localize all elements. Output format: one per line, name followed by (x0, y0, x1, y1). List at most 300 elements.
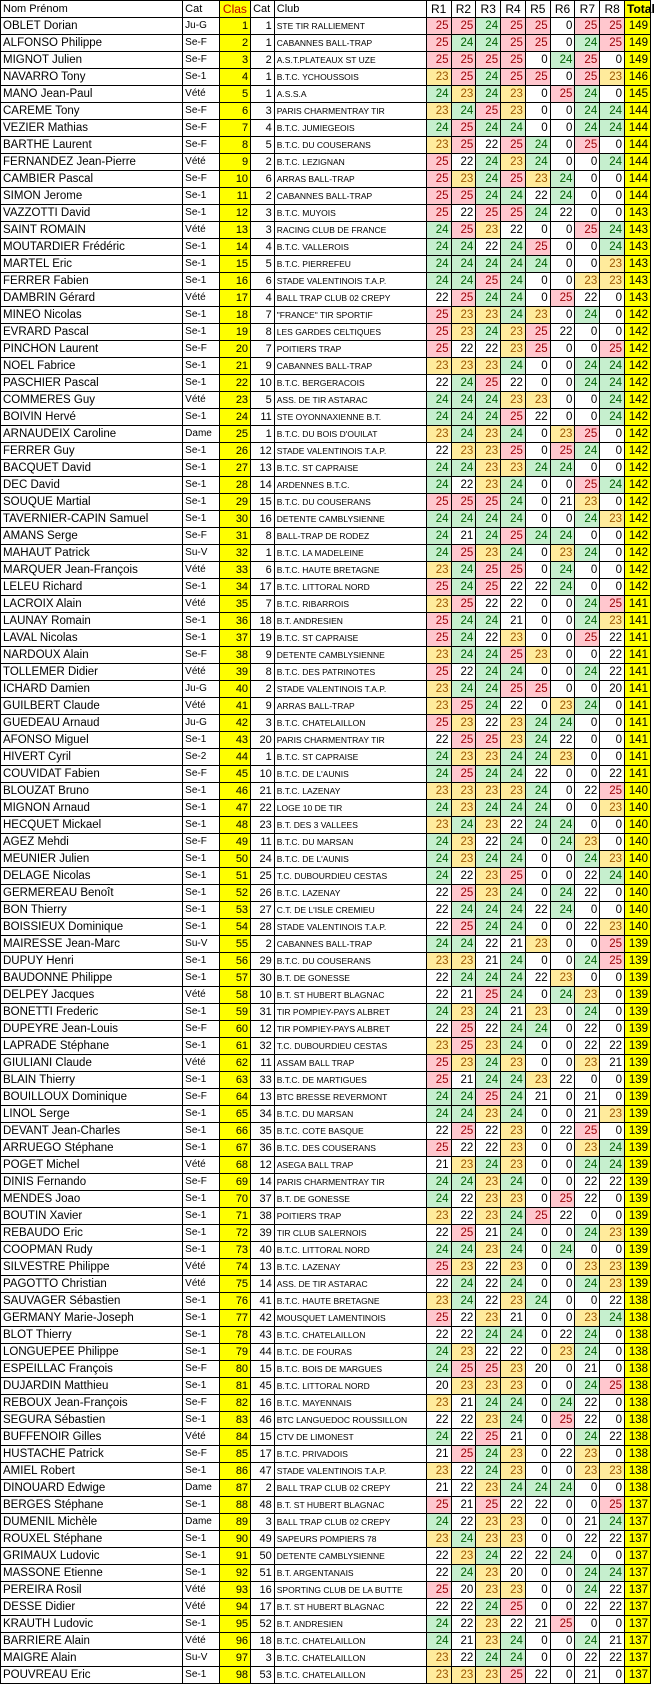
total-score: 142 (625, 579, 651, 596)
round-score: 24 (550, 1548, 575, 1565)
round-score: 24 (550, 188, 575, 205)
round-score: 0 (550, 120, 575, 137)
round-score: 0 (550, 375, 575, 392)
round-score: 24 (501, 834, 526, 851)
round-score: 24 (600, 477, 625, 494)
category-rank: 52 (251, 1616, 275, 1633)
category-rank: 18 (251, 613, 275, 630)
overall-rank: 11 (219, 188, 250, 205)
round-score: 24 (476, 681, 501, 698)
round-score: 0 (550, 647, 575, 664)
round-score: 21 (600, 1633, 625, 1650)
round-score: 23 (451, 715, 476, 732)
round-score: 22 (426, 1327, 451, 1344)
shooter-name: AMIEL Robert (1, 1463, 183, 1480)
category: Vété (183, 290, 220, 307)
round-score: 24 (550, 1480, 575, 1497)
shooter-name: MENDES Joao (1, 1191, 183, 1208)
total-score: 149 (625, 18, 651, 35)
round-score: 24 (501, 426, 526, 443)
club-name: B.T.C. CHATELAILLON (274, 1667, 426, 1684)
round-score: 22 (451, 1412, 476, 1429)
overall-rank: 17 (219, 290, 250, 307)
round-score: 22 (575, 1650, 600, 1667)
category: Se-1 (183, 409, 220, 426)
category-rank: 48 (251, 1497, 275, 1514)
category: Vété (183, 1276, 220, 1293)
round-score: 22 (451, 477, 476, 494)
category-rank: 38 (251, 1208, 275, 1225)
round-score: 0 (525, 426, 550, 443)
round-score: 24 (501, 1276, 526, 1293)
round-score: 25 (426, 1582, 451, 1599)
table-row (1, 120, 651, 137)
category-rank: 2 (251, 936, 275, 953)
round-score: 24 (550, 171, 575, 188)
shooter-name: DEVANT Jean-Charles (1, 1123, 183, 1140)
table-row (1, 936, 651, 953)
round-score: 24 (525, 528, 550, 545)
club-name: PARIS CHARMENTRAY TIR (274, 1174, 426, 1191)
header-club: Club (274, 1, 426, 18)
category: Vété (183, 596, 220, 613)
round-score: 21 (550, 494, 575, 511)
shooter-name: BOUTIN Xavier (1, 1208, 183, 1225)
table-row (1, 392, 651, 409)
round-score: 0 (575, 732, 600, 749)
round-score: 24 (501, 919, 526, 936)
category-rank: 32 (251, 1038, 275, 1055)
table-row (1, 562, 651, 579)
round-score: 0 (525, 1259, 550, 1276)
round-score: 23 (426, 1531, 451, 1548)
round-score: 23 (476, 443, 501, 460)
round-score: 0 (525, 1191, 550, 1208)
round-score: 24 (426, 239, 451, 256)
shooter-name: MANO Jean-Paul (1, 86, 183, 103)
round-score: 22 (575, 783, 600, 800)
round-score: 23 (476, 1208, 501, 1225)
round-score: 0 (525, 1463, 550, 1480)
table-row (1, 1650, 651, 1667)
club-name: STADE VALENTINOIS T.A.P. (274, 1463, 426, 1480)
round-score: 24 (575, 1378, 600, 1395)
category: Se-1 (183, 1667, 220, 1684)
round-score: 24 (451, 409, 476, 426)
round-score: 25 (426, 52, 451, 69)
shooter-name: MOUTARDIER Frédéric (1, 239, 183, 256)
club-name: B.T. DE GONESSE (274, 970, 426, 987)
round-score: 0 (525, 1412, 550, 1429)
category: Se-1 (183, 205, 220, 222)
round-score: 0 (525, 1633, 550, 1650)
round-score: 21 (451, 1072, 476, 1089)
overall-rank: 31 (219, 528, 250, 545)
category-rank: 2 (251, 681, 275, 698)
round-score: 0 (575, 800, 600, 817)
overall-rank: 4 (219, 69, 250, 86)
header-r2: R2 (451, 1, 476, 18)
overall-rank: 92 (219, 1565, 250, 1582)
round-score: 24 (451, 1106, 476, 1123)
round-score: 23 (426, 562, 451, 579)
category: Se-1 (183, 919, 220, 936)
shooter-name: DUPUY Henri (1, 953, 183, 970)
club-name: CTV DE LIMONEST (274, 1429, 426, 1446)
round-score: 24 (550, 1242, 575, 1259)
round-score: 22 (451, 1191, 476, 1208)
category: Se-F (183, 103, 220, 120)
table-row (1, 426, 651, 443)
category-rank: 4 (251, 120, 275, 137)
total-score: 138 (625, 1327, 651, 1344)
round-score: 24 (525, 205, 550, 222)
round-score: 23 (600, 256, 625, 273)
round-score: 25 (501, 562, 526, 579)
table-row (1, 1276, 651, 1293)
round-score: 21 (451, 1497, 476, 1514)
category-rank: 2 (251, 52, 275, 69)
round-score: 24 (575, 307, 600, 324)
round-score: 24 (451, 647, 476, 664)
category: Se-F (183, 341, 220, 358)
round-score: 23 (476, 545, 501, 562)
total-score: 144 (625, 137, 651, 154)
category: Vété (183, 1157, 220, 1174)
total-score: 140 (625, 851, 651, 868)
club-name: B.T.C. LAZENAY (274, 783, 426, 800)
round-score: 24 (426, 1106, 451, 1123)
shooter-name: COOPMAN Rudy (1, 1242, 183, 1259)
total-score: 142 (625, 341, 651, 358)
round-score: 22 (426, 1599, 451, 1616)
shooter-name: BON Thierry (1, 902, 183, 919)
category-rank: 3 (251, 1650, 275, 1667)
round-score: 23 (426, 103, 451, 120)
table-row (1, 1259, 651, 1276)
round-score: 23 (476, 1242, 501, 1259)
total-score: 139 (625, 1106, 651, 1123)
club-name: B.T.C. DE L'AUNIS (274, 766, 426, 783)
round-score: 24 (476, 290, 501, 307)
category: Se-1 (183, 1140, 220, 1157)
total-score: 142 (625, 307, 651, 324)
table-row (1, 1174, 651, 1191)
round-score: 0 (550, 1565, 575, 1582)
round-score: 25 (451, 1021, 476, 1038)
round-score: 25 (426, 307, 451, 324)
round-score: 0 (600, 1327, 625, 1344)
round-score: 0 (600, 732, 625, 749)
round-score: 25 (575, 69, 600, 86)
total-score: 146 (625, 69, 651, 86)
round-score: 21 (476, 953, 501, 970)
round-score: 22 (525, 1497, 550, 1514)
round-score: 0 (600, 1191, 625, 1208)
round-score: 24 (426, 545, 451, 562)
round-score: 22 (476, 341, 501, 358)
table-row (1, 1055, 651, 1072)
round-score: 24 (451, 375, 476, 392)
round-score: 25 (476, 52, 501, 69)
round-score: 23 (451, 358, 476, 375)
club-name: BALL TRAP CLUB 02 CREPY (274, 1514, 426, 1531)
total-score: 145 (625, 86, 651, 103)
round-score: 23 (451, 749, 476, 766)
club-name: B.T.C. LEZIGNAN (274, 154, 426, 171)
round-score: 0 (550, 103, 575, 120)
overall-rank: 93 (219, 1582, 250, 1599)
category-rank: 10 (251, 766, 275, 783)
round-score: 23 (575, 1259, 600, 1276)
category-rank: 15 (251, 494, 275, 511)
round-score: 0 (550, 1021, 575, 1038)
shooter-name: LAUNAY Romain (1, 613, 183, 630)
table-row (1, 341, 651, 358)
round-score: 24 (600, 239, 625, 256)
overall-rank: 71 (219, 1208, 250, 1225)
round-score: 24 (426, 766, 451, 783)
table-row (1, 1242, 651, 1259)
round-score: 22 (426, 1021, 451, 1038)
round-score: 24 (575, 1565, 600, 1582)
total-score: 149 (625, 35, 651, 52)
round-score: 0 (550, 681, 575, 698)
total-score: 137 (625, 1667, 651, 1684)
shooter-name: BARTHE Laurent (1, 137, 183, 154)
club-name: PARIS CHARMENTRAY TIR (274, 732, 426, 749)
round-score: 0 (600, 579, 625, 596)
round-score: 0 (575, 749, 600, 766)
overall-rank: 98 (219, 1667, 250, 1684)
round-score: 25 (426, 18, 451, 35)
table-row (1, 511, 651, 528)
round-score: 20 (600, 681, 625, 698)
round-score: 24 (451, 426, 476, 443)
round-score: 0 (525, 1650, 550, 1667)
round-score: 22 (451, 1140, 476, 1157)
club-name: B.T.C. LITTORAL NORD (274, 579, 426, 596)
shooter-name: EVRARD Pascal (1, 324, 183, 341)
round-score: 0 (550, 1429, 575, 1446)
shooter-name: ARNAUDEIX Caroline (1, 426, 183, 443)
round-score: 22 (575, 919, 600, 936)
round-score: 25 (451, 120, 476, 137)
overall-rank: 81 (219, 1378, 250, 1395)
round-score: 23 (426, 681, 451, 698)
table-row (1, 1565, 651, 1582)
table-row (1, 35, 651, 52)
round-score: 24 (501, 494, 526, 511)
round-score: 23 (476, 1191, 501, 1208)
round-score: 0 (525, 290, 550, 307)
round-score: 24 (476, 511, 501, 528)
header-r4: R4 (501, 1, 526, 18)
shooter-name: KRAUTH Ludovic (1, 1616, 183, 1633)
shooter-name: REBAUDO Eric (1, 1225, 183, 1242)
table-row (1, 579, 651, 596)
round-score: 25 (501, 409, 526, 426)
round-score: 23 (426, 817, 451, 834)
category: Vété (183, 698, 220, 715)
shooter-name: AFONSO Miguel (1, 732, 183, 749)
category-rank: 6 (251, 562, 275, 579)
round-score: 22 (550, 205, 575, 222)
category: Vété (183, 562, 220, 579)
round-score: 22 (575, 885, 600, 902)
round-score: 25 (575, 222, 600, 239)
header-r3: R3 (476, 1, 501, 18)
table-row (1, 1497, 651, 1514)
category: Se-1 (183, 188, 220, 205)
round-score: 25 (476, 1361, 501, 1378)
round-score: 22 (476, 1140, 501, 1157)
club-name: SAPEURS POMPIERS 78 (274, 1531, 426, 1548)
category-rank: 2 (251, 188, 275, 205)
round-score: 0 (600, 1089, 625, 1106)
round-score: 22 (525, 409, 550, 426)
category: Se-1 (183, 1548, 220, 1565)
round-score: 24 (550, 52, 575, 69)
round-score: 25 (476, 1429, 501, 1446)
round-score: 22 (426, 1123, 451, 1140)
round-score: 22 (575, 868, 600, 885)
round-score: 0 (600, 1004, 625, 1021)
category-rank: 50 (251, 1548, 275, 1565)
club-name: POITIERS TRAP (274, 1208, 426, 1225)
round-score: 23 (451, 1378, 476, 1395)
category: Se-1 (183, 902, 220, 919)
overall-rank: 47 (219, 800, 250, 817)
overall-rank: 32 (219, 545, 250, 562)
round-score: 0 (575, 681, 600, 698)
club-name: BTC LANGUEDOC ROUSSILLON (274, 1412, 426, 1429)
table-row (1, 545, 651, 562)
round-score: 23 (501, 1531, 526, 1548)
round-score: 20 (501, 1565, 526, 1582)
round-score: 24 (426, 511, 451, 528)
category-rank: 1 (251, 86, 275, 103)
header-name: Nom Prénom (1, 1, 183, 18)
round-score: 24 (451, 1242, 476, 1259)
round-score: 23 (451, 324, 476, 341)
round-score: 0 (550, 1667, 575, 1684)
overall-rank: 39 (219, 664, 250, 681)
round-score: 22 (476, 834, 501, 851)
club-name: B.T.C. HAUTE BRETAGNE (274, 1293, 426, 1310)
category: Se-1 (183, 1208, 220, 1225)
table-row (1, 851, 651, 868)
round-score: 0 (575, 205, 600, 222)
round-score: 25 (501, 1667, 526, 1684)
round-score: 25 (451, 18, 476, 35)
round-score: 25 (451, 885, 476, 902)
round-score: 25 (501, 443, 526, 460)
table-row (1, 307, 651, 324)
round-score: 22 (600, 1650, 625, 1667)
round-score: 22 (501, 1497, 526, 1514)
round-score: 22 (476, 715, 501, 732)
round-score: 22 (451, 341, 476, 358)
category: Se-1 (183, 1038, 220, 1055)
overall-rank: 64 (219, 1089, 250, 1106)
round-score: 0 (525, 987, 550, 1004)
table-row (1, 987, 651, 1004)
round-score: 22 (600, 664, 625, 681)
round-score: 22 (550, 1446, 575, 1463)
round-score: 21 (501, 1004, 526, 1021)
round-score: 23 (501, 1140, 526, 1157)
round-score: 23 (426, 1208, 451, 1225)
round-score: 0 (550, 409, 575, 426)
round-score: 0 (600, 52, 625, 69)
round-score: 22 (575, 1395, 600, 1412)
overall-rank: 62 (219, 1055, 250, 1072)
round-score: 24 (476, 664, 501, 681)
round-score: 0 (525, 1038, 550, 1055)
shooter-name: GIULIANI Claude (1, 1055, 183, 1072)
table-row (1, 1072, 651, 1089)
round-score: 23 (600, 69, 625, 86)
round-score: 0 (600, 1361, 625, 1378)
round-score: 0 (600, 460, 625, 477)
round-score: 0 (575, 171, 600, 188)
category: Se-F (183, 35, 220, 52)
round-score: 22 (600, 630, 625, 647)
table-row (1, 324, 651, 341)
round-score: 23 (525, 392, 550, 409)
total-score: 139 (625, 1055, 651, 1072)
club-name: B.T.C. CHATELAILLON (274, 1650, 426, 1667)
round-score: 0 (600, 902, 625, 919)
round-score: 0 (550, 1106, 575, 1123)
category: Se-F (183, 528, 220, 545)
round-score: 24 (550, 1395, 575, 1412)
round-score: 24 (426, 273, 451, 290)
round-score: 24 (476, 154, 501, 171)
overall-rank: 28 (219, 477, 250, 494)
total-score: 140 (625, 783, 651, 800)
round-score: 23 (426, 1650, 451, 1667)
round-score: 24 (575, 1429, 600, 1446)
category: Se-2 (183, 749, 220, 766)
overall-rank: 1 (219, 18, 250, 35)
category-rank: 7 (251, 596, 275, 613)
round-score: 23 (575, 1310, 600, 1327)
category: Ju-G (183, 681, 220, 698)
shooter-name: HIVERT Cyril (1, 749, 183, 766)
category-rank: 35 (251, 1123, 275, 1140)
category-rank: 28 (251, 919, 275, 936)
round-score: 22 (426, 443, 451, 460)
round-score: 0 (600, 987, 625, 1004)
club-name: BALL TRAP CLUB 02 CREPY (274, 290, 426, 307)
overall-rank: 61 (219, 1038, 250, 1055)
overall-rank: 74 (219, 1259, 250, 1276)
round-score: 24 (501, 1021, 526, 1038)
shooter-name: BLOUZAT Bruno (1, 783, 183, 800)
round-score: 24 (426, 1633, 451, 1650)
round-score: 0 (550, 18, 575, 35)
category: Se-1 (183, 1531, 220, 1548)
round-score: 22 (451, 868, 476, 885)
shooter-name: BOIVIN Hervé (1, 409, 183, 426)
round-score: 22 (451, 1429, 476, 1446)
round-score: 0 (550, 1463, 575, 1480)
round-score: 0 (550, 154, 575, 171)
overall-rank: 49 (219, 834, 250, 851)
round-score: 24 (451, 460, 476, 477)
